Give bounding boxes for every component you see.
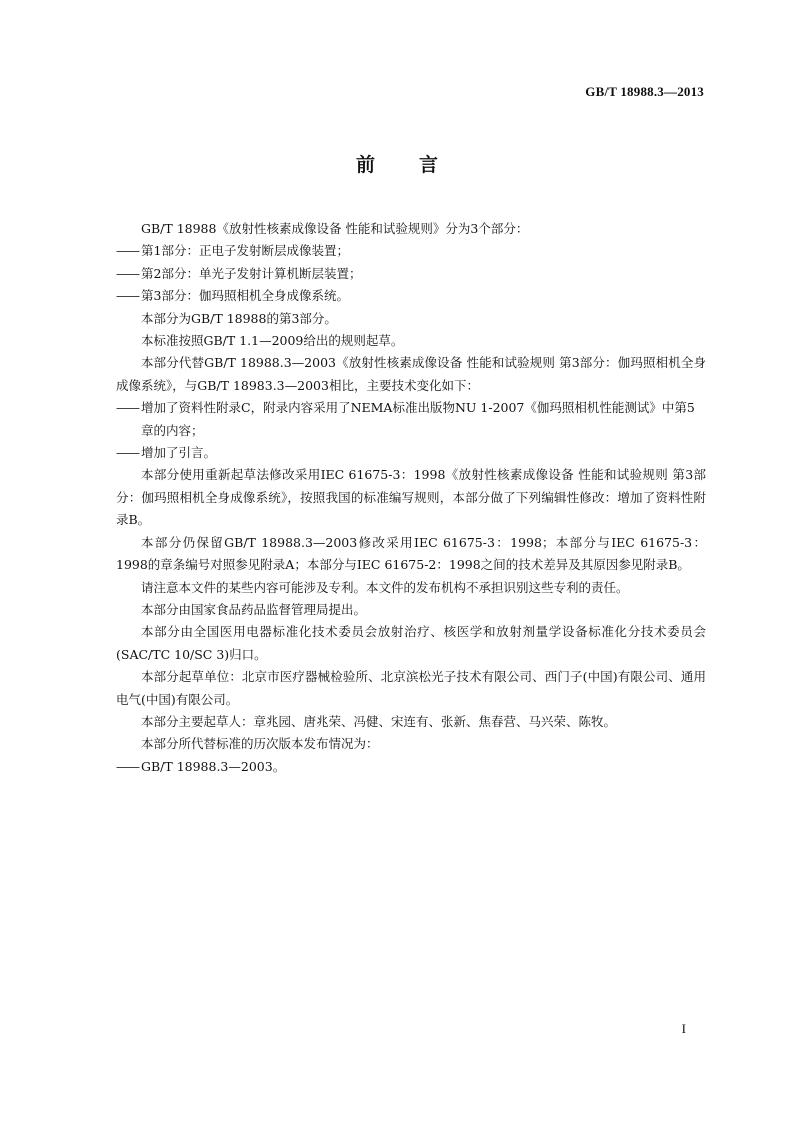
paragraph: 本部分代替GB/T 18988.3—2003《放射性核素成像设备 性能和试验规则 第3部分：伽玛照相机全身成像系统》，与GB/T 18983.3—2003相比，主要技术变化如下： <box>116 355 706 393</box>
paragraph: 请注意本文件的某些内容可能涉及专利。本文件的发布机构不承担识别这些专利的责任。 <box>141 579 629 595</box>
list-item-text: 第1部分：正电子发射断层成像装置； <box>141 243 349 259</box>
list-item-text: 增加了引言。 <box>141 445 217 461</box>
list-item <box>116 263 706 285</box>
list-item-text: 第3部分：伽玛照相机全身成像系统。 <box>141 288 349 304</box>
list-item <box>116 756 706 778</box>
page-number: I <box>681 1021 686 1036</box>
standard-code: GB/T 18988.3—2013 <box>585 84 704 99</box>
list-dash: —— <box>116 243 139 259</box>
document-body <box>116 218 706 778</box>
list-dash: —— <box>116 400 139 416</box>
paragraph: 本标准按照GB/T 1.1—2009给出的规则起草。 <box>141 333 404 349</box>
page-title: 前言 <box>355 154 482 176</box>
list-item <box>116 240 706 262</box>
paragraph: 本部分仍保留GB/T 18988.3—2003修改采用IEC 61675-3：1998；本部分与IEC 61675-3：1998的章条编号对照参见附录A；本部分与IEC 61675-2：1998之间的技术差异及其原因参见附录B。 <box>116 534 706 573</box>
list-item <box>116 442 706 464</box>
paragraph: 本部分为GB/T 18988的第3部分。 <box>141 310 337 326</box>
list-dash: —— <box>116 265 139 281</box>
list-dash: —— <box>116 758 139 774</box>
paragraph: 本部分主要起草人：章兆园、唐兆荣、冯健、宋连有、张新、焦春营、马兴荣、陈牧。 <box>141 713 617 729</box>
list-item <box>116 285 706 307</box>
paragraph: 本部分由国家食品药品监督管理局提出。 <box>141 601 367 617</box>
paragraph: 本部分使用重新起草法修改采用IEC 61675-3：1998《放射性核素成像设备 性能和试验规则 第3部分：伽玛照相机全身成像系统》，按照我国的标准编写规则，本部分做了下列编辑性修改：增加了资料性附录B。 <box>116 467 706 528</box>
paragraph: 本部分起草单位：北京市医疗器械检验所、北京滨松光子技术有限公司、西门子(中国)有限公司、通用电气(中国)有限公司。 <box>116 669 706 707</box>
paragraph: 本部分所代替标准的历次版本发布情况为： <box>141 736 379 752</box>
list-item-text: GB/T 18988.3—2003。 <box>141 758 286 774</box>
list-item-text: 增加了资料性附录C，附录内容采用了NEMA标准出版物NU 1-2007《伽玛照相机性能测试》中第5章的内容； <box>141 400 695 438</box>
paragraph: 本部分由全国医用电器标准化技术委员会放射治疗、核医学和放射剂量学设备标准化分技术委员会(SAC/TC 10/SC 3)归口。 <box>116 624 706 662</box>
paragraph: GB/T 18988《放射性核素成像设备 性能和试验规则》分为3个部分： <box>141 221 529 236</box>
list-item <box>116 397 706 442</box>
list-dash: —— <box>116 288 139 304</box>
list-dash: —— <box>116 445 139 461</box>
list-item-text: 第2部分：单光子发射计算机断层装置； <box>141 265 362 281</box>
